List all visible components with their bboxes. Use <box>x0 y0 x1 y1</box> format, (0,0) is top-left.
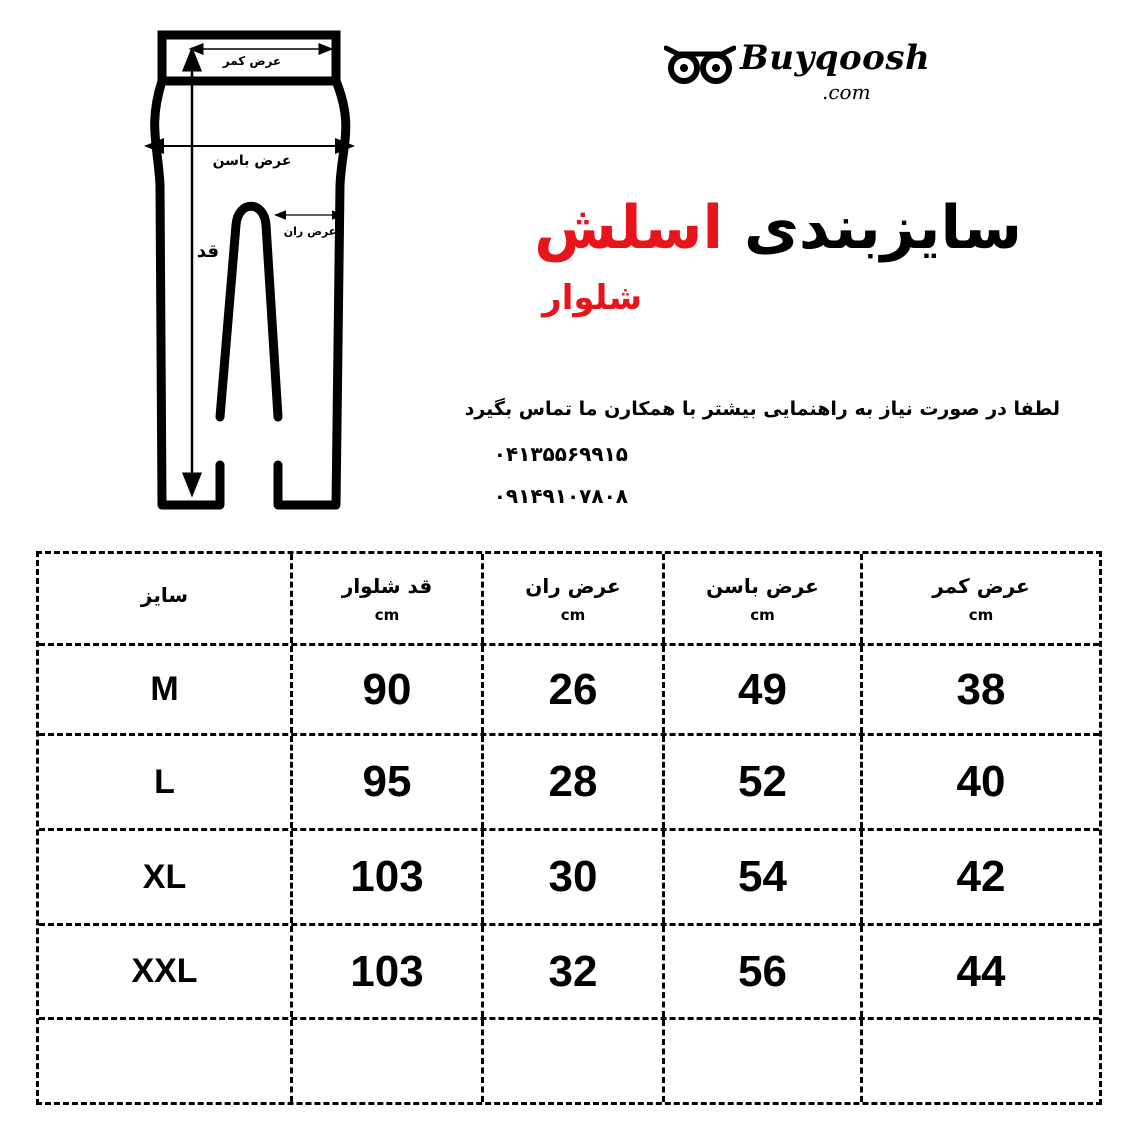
cell-waist <box>863 736 1099 828</box>
header-unit: cm <box>560 605 586 624</box>
thigh-value: 28 <box>548 757 598 806</box>
cell-thigh <box>484 736 665 828</box>
length-value: 90 <box>362 664 412 714</box>
waist-label: عرض کمر <box>222 54 282 68</box>
cell-waist <box>863 646 1099 733</box>
table-row <box>39 926 1099 1020</box>
cell-size <box>39 736 293 828</box>
contact-note: لطفا در صورت نیاز به راهنمایی بیشتر با همکارن ما تماس بگیرد <box>464 398 1060 420</box>
cell-size <box>39 831 293 923</box>
logo-name: Buyqoosh <box>740 38 931 78</box>
header-size <box>39 554 293 643</box>
length-value: 95 <box>362 757 412 806</box>
phone-number-1: ۰۴۱۳۵۵۶۹۹۱۵ <box>493 442 628 466</box>
header-label: سایز <box>140 582 189 607</box>
cell-thigh <box>484 926 665 1017</box>
table-row <box>39 736 1099 831</box>
waist-value: 40 <box>956 757 1006 806</box>
size-table <box>36 551 1102 1105</box>
cell-thigh <box>484 831 665 923</box>
cell-length <box>293 831 484 923</box>
thigh-label: عرض ران <box>283 225 337 238</box>
header-label: عرض کمر <box>932 573 1030 598</box>
thigh-value: 26 <box>548 664 598 714</box>
waist-value: 42 <box>956 852 1006 901</box>
brand-logo <box>664 38 931 110</box>
header-label: عرض ران <box>525 573 621 598</box>
header-unit: cm <box>968 605 994 624</box>
hip-label: عرض باسن <box>212 153 292 169</box>
pants-diagram <box>140 25 370 515</box>
length-label: قد <box>196 241 220 262</box>
hip-value: 49 <box>738 664 787 714</box>
owl-eyes-icon <box>664 42 736 86</box>
cell-length <box>293 646 484 733</box>
header-thigh <box>484 554 665 643</box>
phone-number-2: ۰۹۱۴۹۱۰۷۸۰۸ <box>493 484 628 508</box>
length-value: 103 <box>350 852 424 901</box>
table-header-row <box>39 554 1099 646</box>
header-unit: cm <box>750 605 775 624</box>
cell-thigh <box>484 646 665 733</box>
hip-value: 52 <box>738 757 787 806</box>
cell-waist <box>863 926 1099 1017</box>
cell-length <box>293 736 484 828</box>
cell-hip <box>665 926 863 1017</box>
cell-size <box>39 646 293 733</box>
cell-hip <box>665 646 863 733</box>
cell-empty <box>863 1020 1099 1102</box>
title-sizing: سایزبندی <box>743 193 1022 263</box>
size-value: M <box>150 670 179 708</box>
header-waist <box>863 554 1099 643</box>
cell-length <box>293 926 484 1017</box>
logo-domain: .com <box>822 80 871 104</box>
waist-value: 38 <box>956 664 1006 714</box>
waist-value: 44 <box>956 946 1006 996</box>
thigh-value: 30 <box>548 852 598 901</box>
table-row-empty <box>39 1020 1099 1102</box>
header-hip <box>665 554 863 643</box>
size-value: XL <box>142 857 187 896</box>
cell-empty <box>665 1020 863 1102</box>
header-label: عرض باسن <box>706 573 819 598</box>
length-value: 103 <box>350 946 424 996</box>
table-row <box>39 831 1099 926</box>
page-title <box>534 188 1022 268</box>
cell-waist <box>863 831 1099 923</box>
header-label: قد شلوار <box>341 573 433 598</box>
hip-value: 54 <box>738 852 787 901</box>
hip-value: 56 <box>738 946 787 996</box>
cell-hip <box>665 831 863 923</box>
pants-outline <box>155 81 346 505</box>
size-value: XXL <box>131 952 198 990</box>
page-subtitle: شلوار <box>542 278 642 318</box>
title-brand: اسلش <box>534 193 724 263</box>
header-unit: cm <box>374 605 400 624</box>
cell-empty <box>293 1020 484 1102</box>
cell-size <box>39 926 293 1017</box>
cell-empty <box>484 1020 665 1102</box>
table-row <box>39 646 1099 736</box>
header-length <box>293 554 484 643</box>
thigh-value: 32 <box>548 946 598 996</box>
size-value: L <box>154 762 175 801</box>
cell-empty <box>39 1020 293 1102</box>
cell-hip <box>665 736 863 828</box>
